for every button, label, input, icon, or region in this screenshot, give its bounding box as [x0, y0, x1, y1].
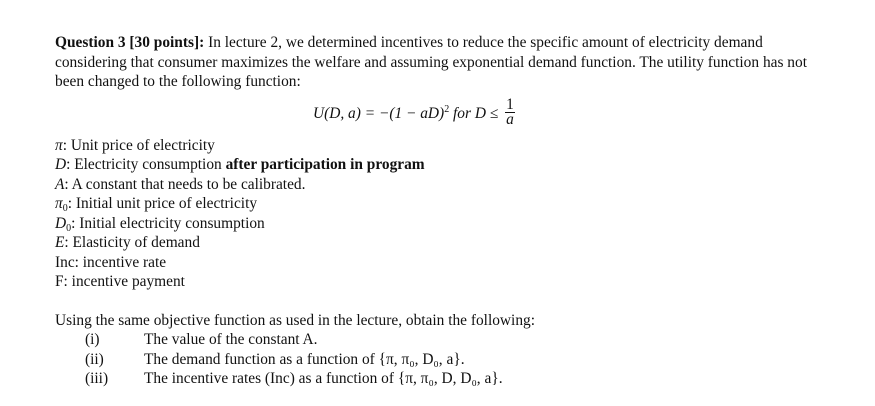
definition-text: : Initial unit price of electricity	[67, 195, 258, 212]
definition-symbol: E	[55, 234, 65, 251]
tasks-intro: Using the same objective function as used in the lecture, obtain the following:	[55, 311, 535, 329]
definition-item	[55, 155, 825, 175]
task-item	[55, 369, 825, 389]
definition-item	[55, 214, 825, 234]
definitions-list	[55, 136, 825, 292]
equation-fraction	[505, 95, 515, 128]
tasks-list	[55, 330, 825, 389]
definition-item	[55, 136, 825, 156]
question-intro	[55, 33, 825, 92]
task-text: The demand function as a function of {π, π₀, D₀, a}.	[144, 350, 465, 368]
definition-symbol: D	[55, 156, 67, 173]
fraction-numerator: 1	[506, 95, 514, 113]
equation-exponent: 2	[444, 103, 450, 115]
task-item	[55, 350, 825, 370]
section-spacer	[55, 292, 825, 311]
definition-text: Inc: incentive rate	[55, 253, 167, 271]
task-number: (ii)	[85, 350, 104, 368]
definition-item	[55, 272, 825, 292]
definition-symbol: π	[55, 195, 63, 212]
task-number: (i)	[85, 331, 100, 348]
utility-equation	[55, 94, 825, 134]
intro-line-3: has not been changed to the following function:	[55, 53, 807, 90]
task-item	[55, 330, 825, 350]
definition-text: : Unit price of electricity	[62, 136, 215, 154]
question-label: Question 3 [30 points]:	[55, 34, 205, 51]
equation-lhs: U(D, a) = −(1 − aD)	[313, 104, 445, 122]
definition-text: : Elasticity of demand	[64, 234, 200, 251]
definition-item	[55, 175, 825, 195]
definition-symbol: D	[55, 214, 67, 232]
task-text: The incentive rates (Inc) as a function of {π, π₀, D, D₀, a}.	[144, 370, 503, 387]
definition-item	[55, 233, 825, 253]
definition-text: : Initial electricity consumption	[71, 214, 265, 232]
question-page	[55, 33, 825, 389]
definition-item	[55, 253, 825, 273]
definition-emphasis: after participation in program	[225, 156, 425, 173]
equation-condition: for D ≤	[449, 104, 503, 122]
definition-symbol: A	[55, 175, 65, 193]
definition-item	[55, 194, 825, 214]
fraction-denominator: a	[506, 110, 514, 128]
definition-subscript: 0	[62, 203, 68, 214]
intro-line-2: considering that consumer maximizes the welfare and assuming exponential demand function. The utility function	[55, 53, 760, 71]
definition-subscript: 0	[66, 222, 72, 234]
intro-line-1: In lecture 2, we determined incentives to reduce the specific amount of electricity demand	[208, 34, 763, 51]
definition-symbol: π	[55, 136, 63, 154]
task-text: The value of the constant A.	[144, 331, 318, 348]
definition-text: : A constant that needs to be calibrated.	[64, 175, 306, 193]
equation-body	[313, 95, 515, 129]
definition-text: F: incentive payment	[55, 273, 185, 290]
task-number: (iii)	[85, 370, 109, 387]
definition-text: : Electricity consumption	[66, 156, 226, 173]
